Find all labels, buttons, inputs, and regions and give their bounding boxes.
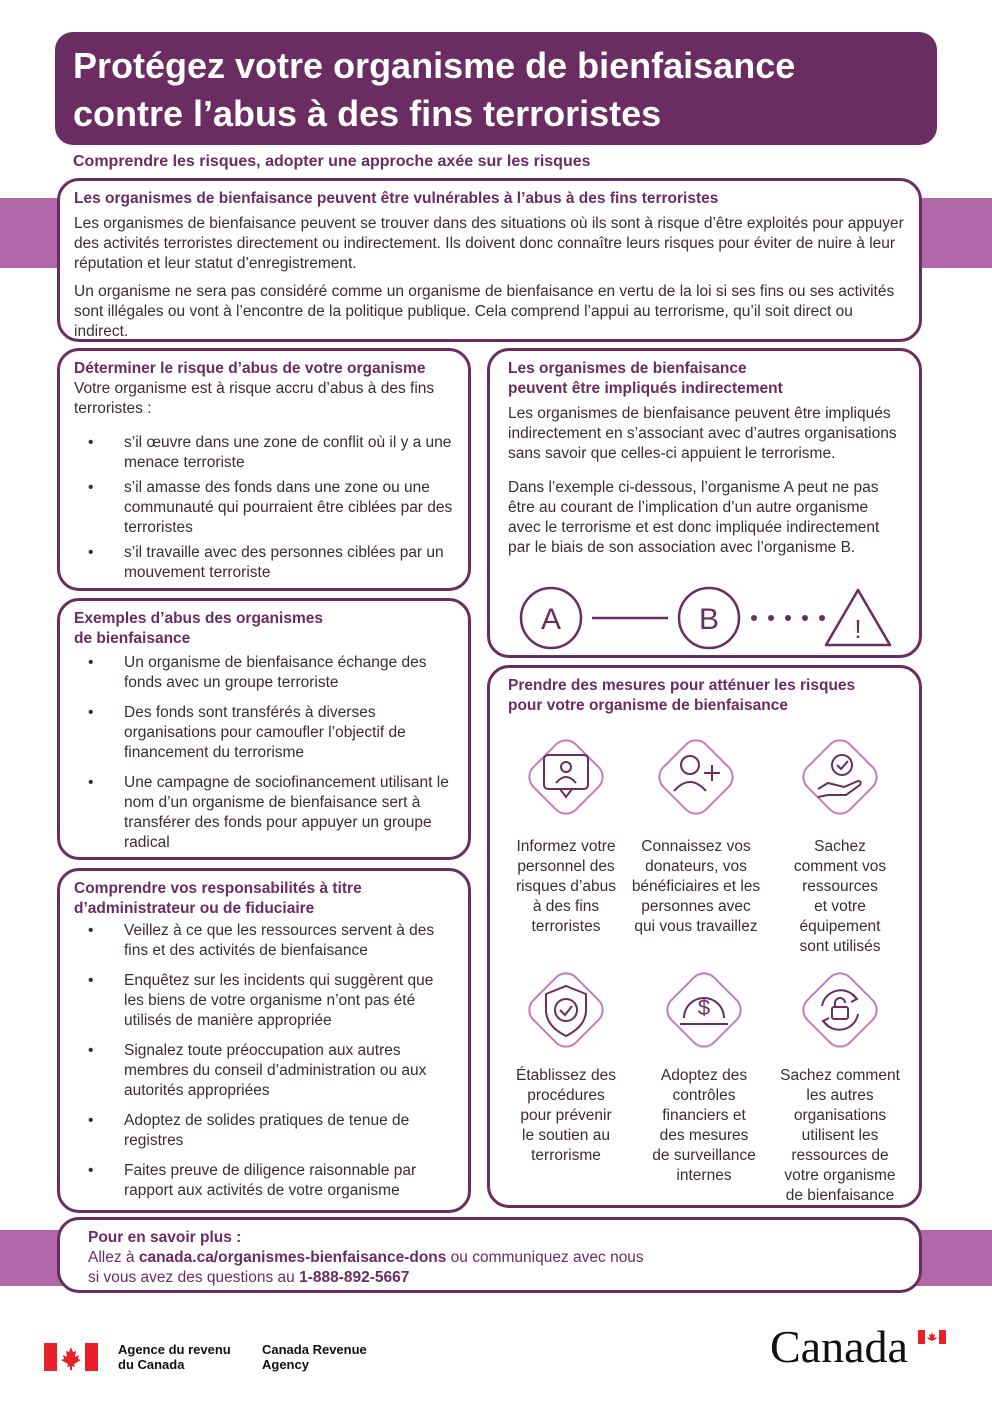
more-info-prefix: Allez à (88, 1249, 139, 1266)
mitigation-item-financial-controls (634, 958, 774, 1186)
mitigation-label-line: financiers et (662, 1107, 746, 1124)
list-item: • Une campagne de sociofinancement utilisant le nom d’un organisme de bienfaisance sert à transférer des fonds pour appuyer un groupe radical (74, 773, 454, 853)
list-item: • Un organisme de bienfaisance échange des fonds avec un groupe terroriste (74, 653, 454, 693)
mitigation-label-line: qui vous travaillez (634, 918, 758, 935)
mitigation-label-line: Sachez (814, 838, 866, 855)
page-title-banner (55, 32, 937, 145)
mitigation-item-other-organizations (770, 958, 910, 1206)
organization-b-label: B (698, 603, 720, 636)
agency-fr-line-1: Agence du revenu (118, 1342, 231, 1357)
mitigation-label-line: procédures (527, 1087, 605, 1104)
mitigation-label-line: sont utilisés (799, 938, 881, 955)
examples-section (57, 598, 471, 860)
mitigation-label-line: et votre (814, 898, 866, 915)
indirect-heading-line-1: Les organismes de bienfaisance (508, 360, 747, 377)
intro-heading: Les organismes de bienfaisance peuvent être vulnérables à l’abus à des fins terroristes (74, 190, 719, 207)
risk-heading: Déterminer le risque d’abus de votre organisme (74, 360, 426, 377)
examples-heading (74, 609, 454, 649)
list-item: • Enquêtez sur les incidents qui suggèrent que les biens de votre organisme n’ont pas été utilisés de manière appropriée (74, 971, 454, 1031)
canada-wordmark: Canada (770, 1321, 908, 1372)
canada-flag-icon (44, 1343, 98, 1371)
website-link[interactable]: canada.ca/organismes-bienfaisance-dons (138, 1249, 447, 1266)
lock-cycle-icon (788, 958, 892, 1062)
indirect-association-dots (751, 615, 825, 621)
association-diagram (518, 585, 898, 653)
more-info-suffix: ou communiquez avec nous (446, 1249, 644, 1266)
mitigation-label-line: à des fins (532, 898, 600, 915)
mitigation-label-line: risques d’abus (516, 878, 616, 895)
more-info-line-1 (88, 1248, 891, 1268)
more-info-heading: Pour en savoir plus : (88, 1229, 242, 1246)
mitigation-label-line: terrorisme (531, 1147, 601, 1164)
mitigation-label-line: personnel des (517, 858, 615, 875)
list-item: • Des fonds sont transférés à diverses organisations pour camoufler l’objectif de financement du terrorisme (74, 703, 454, 763)
responsibilities-heading-line-2: d’administrateur ou de fiduciaire (74, 900, 315, 917)
examples-heading-line-2: de bienfaisance (74, 630, 191, 647)
mitigation-label-line: donateurs, vos (645, 858, 747, 875)
risk-section (57, 348, 471, 591)
mitigation-label-line: pour prévenir (520, 1107, 612, 1124)
mitigation-label-line: Connaissez vos (641, 838, 751, 855)
mitigation-heading-line-2: pour votre organisme de bienfaisance (508, 697, 788, 714)
list-item: • Adoptez de solides pratiques de tenue de registres (74, 1111, 454, 1151)
examples-list (74, 653, 454, 853)
indirect-heading (508, 359, 901, 399)
mitigation-label-line: ressources de (791, 1147, 889, 1164)
svg-text:$: $ (697, 995, 711, 1020)
mitigation-heading-line-1: Prendre des mesures pour atténuer les risques (508, 677, 856, 694)
wordmark-flag-icon (918, 1330, 946, 1344)
mitigation-item-resources-use (770, 725, 910, 957)
mitigation-label-line: votre organisme (784, 1167, 896, 1184)
list-item: • s’il œuvre dans une zone de conflit où il y a une menace terroriste (74, 433, 454, 473)
mitigation-label-line: les autres (806, 1087, 874, 1104)
indirect-paragraph-2: Dans l’exemple ci-dessous, l’organisme A peut ne pas être au courant de l’implication d’un autre organisme avec le terrorisme et est donc impliquée indirectement par le biais de son association avec l’organisme B. (508, 479, 880, 556)
mitigation-label-line: internes (676, 1167, 732, 1184)
phone-number[interactable]: 1-888-892-5667 (299, 1269, 410, 1286)
page-subtitle: Comprendre les risques, adopter une approche axée sur les risques (73, 153, 591, 170)
mitigation-label-line: comment vos (793, 858, 887, 875)
agency-en-line-1: Canada Revenue (262, 1342, 367, 1357)
list-item: • Signalez toute préoccupation aux autres membres du conseil d’administration ou aux autorités appropriées (74, 1041, 454, 1101)
mitigation-label-line: bénéficiaires et les (631, 878, 761, 895)
more-info-phone-prefix: si vous avez des questions au (88, 1269, 300, 1286)
agency-fr-line-2: du Canada (118, 1357, 185, 1372)
mitigation-label-line: utilisent les (801, 1127, 879, 1144)
indirect-paragraph-1: Les organismes de bienfaisance peuvent être impliqués indirectement en s’associant avec d’autres organisations sans savoir que celles-ci appuient le terrorisme. (508, 405, 897, 462)
page-title-line-1: Protégez votre organisme de bienfaisance (73, 45, 796, 86)
risk-lead: Votre organisme est à risque accru d’abus à des fins terroristes : (74, 380, 435, 417)
shield-check-icon (514, 958, 618, 1062)
mitigation-label-line: contrôles (672, 1087, 736, 1104)
responsibilities-heading (74, 879, 454, 919)
risk-list (74, 433, 454, 583)
mitigation-label-line: le soutien au (522, 1127, 610, 1144)
mitigation-label-line: équipement (799, 918, 881, 935)
mitigation-heading (508, 676, 901, 716)
intro-paragraph-2: Un organisme ne sera pas considéré comme un organisme de bienfaisance en vertu de la loi si ses fins ou ses activités sont illégales ou vont à l’encontre de la politique publique. Cela comprend l’appui au terrorisme, qu’il soit direct ou indirect. (74, 283, 895, 340)
mitigation-label-line: terroristes (531, 918, 601, 935)
list-item: • s’il amasse des fonds dans une zone ou une communauté qui pourraient être ciblées par des terroristes (74, 478, 454, 538)
agency-name-english (262, 1342, 367, 1372)
list-item: • Faites preuve de diligence raisonnable par rapport aux activités de votre organisme (74, 1161, 454, 1201)
staff-message-icon (514, 725, 618, 829)
responsibilities-heading-line-1: Comprendre vos responsabilités à titre (74, 880, 362, 897)
mitigation-item-procedures (496, 958, 636, 1166)
hand-check-icon (788, 725, 892, 829)
mitigation-label-line: de bienfaisance (785, 1187, 895, 1204)
mitigation-label-line: ressources (802, 878, 878, 895)
mitigation-label-line: Établissez des (516, 1067, 616, 1084)
responsibilities-section (57, 868, 471, 1213)
mitigation-label-line: Sachez comment (780, 1067, 900, 1084)
list-item: • s’il travaille avec des personnes ciblées par un mouvement terroriste (74, 543, 454, 583)
dollar-coin-icon (652, 958, 756, 1062)
indirect-heading-line-2: peuvent être impliqués indirectement (508, 380, 783, 397)
mitigation-label-line: de surveillance (652, 1147, 756, 1164)
mitigation-label-line: organisations (793, 1107, 887, 1124)
intro-section (57, 178, 922, 342)
mitigation-label-line: personnes avec (641, 898, 751, 915)
organization-a-label: A (540, 603, 562, 636)
more-info-section (57, 1217, 922, 1293)
warning-mark: ! (854, 614, 862, 644)
mitigation-label-line: des mesures (659, 1127, 749, 1144)
add-person-icon (644, 725, 748, 829)
mitigation-label-line: Informez votre (516, 838, 616, 855)
intro-paragraph-1: Les organismes de bienfaisance peuvent se trouver dans des situations où ils sont à risque d’être exploités pour appuyer des activités terroristes directement ou indirectement. Ils doivent donc connaître leurs risques pour éviter de nuire à leur réputation et leur statut d’enregistrement. (74, 215, 904, 272)
page-title-line-2: contre l’abus à des fins terroristes (73, 93, 662, 134)
more-info-line-2 (88, 1268, 891, 1288)
responsibilities-list (74, 921, 454, 1201)
mitigation-label-line: Adoptez des (660, 1067, 748, 1084)
agency-name-french (118, 1342, 231, 1372)
list-item: • Veillez à ce que les ressources servent à des fins et des activités de bienfaisance (74, 921, 454, 961)
mitigation-item-know-donors (625, 725, 767, 937)
mitigation-item-inform-staff (496, 725, 636, 937)
examples-heading-line-1: Exemples d’abus des organismes (74, 610, 323, 627)
agency-en-line-2: Agency (262, 1357, 309, 1372)
